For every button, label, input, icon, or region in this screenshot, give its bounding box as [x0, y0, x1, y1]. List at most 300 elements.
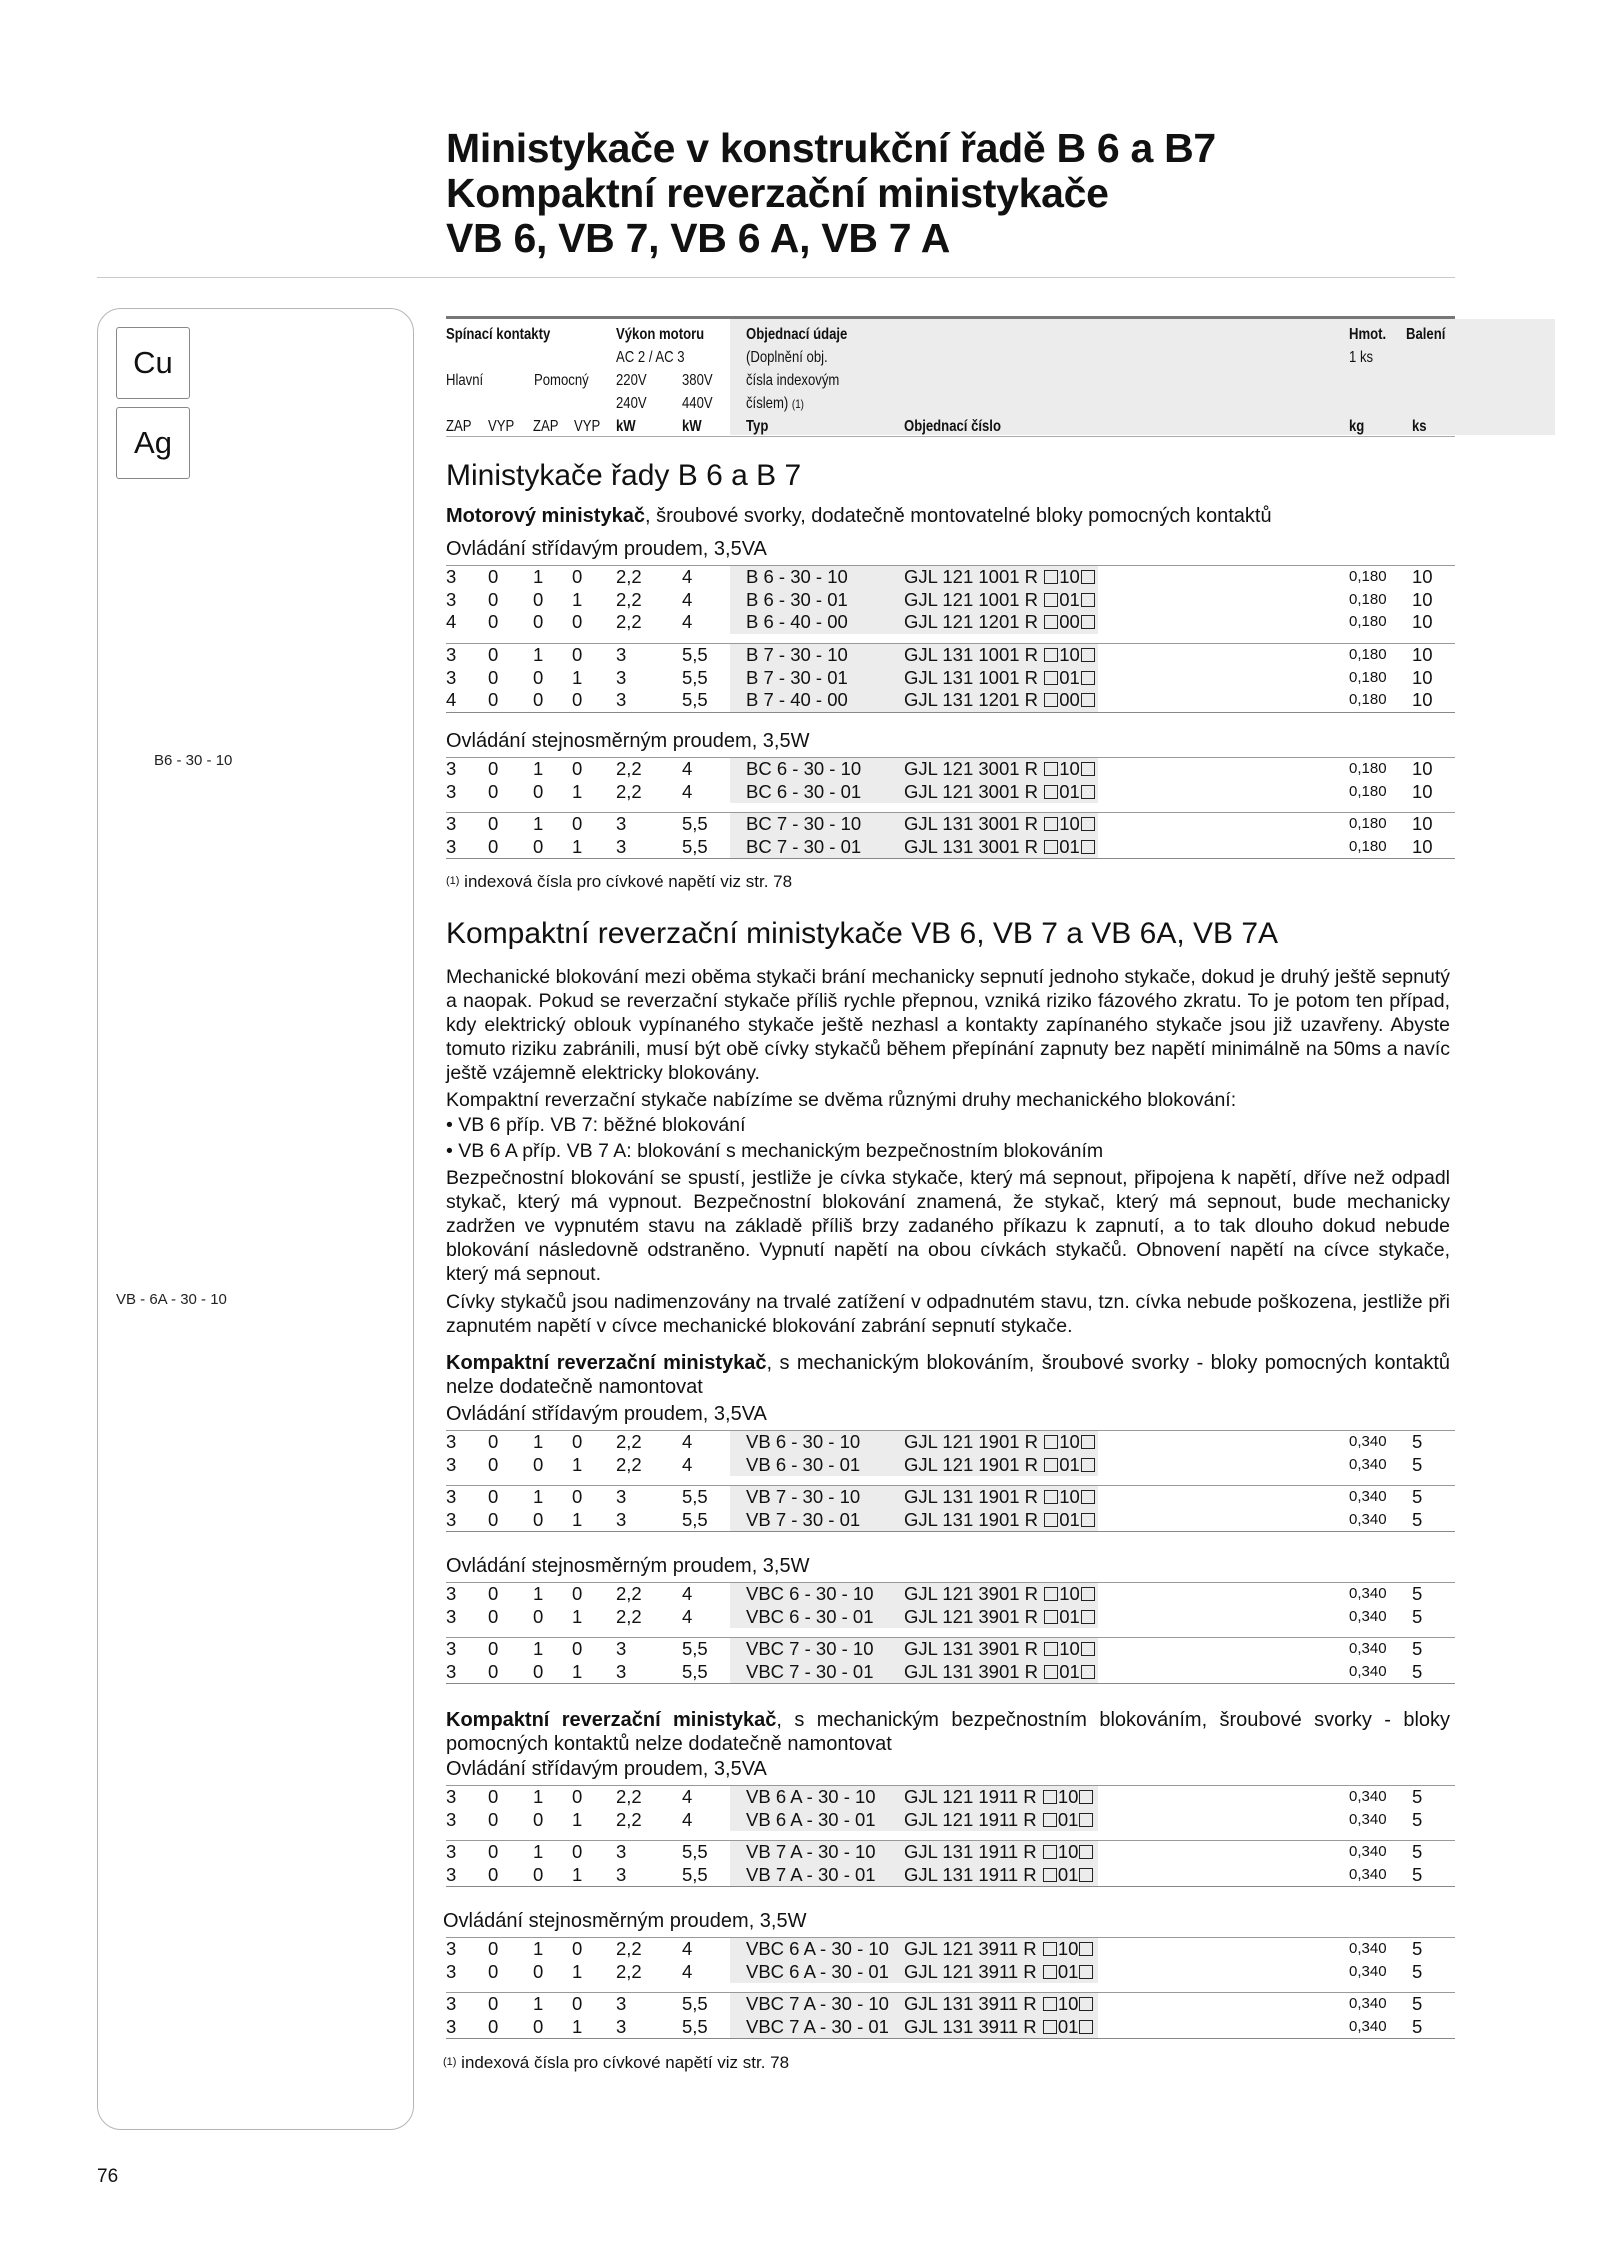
cell-main-zap: 3 [446, 666, 457, 688]
cell-type: B 7 - 40 - 00 [746, 689, 848, 710]
cell-weight: 0,340 [1349, 1510, 1387, 1528]
cell-main-zap: 3 [446, 1786, 457, 1807]
cell-aux-zap: 0 [533, 1660, 544, 1682]
cell-main-vyp: 0 [488, 1863, 499, 1885]
cell-order-number [904, 667, 1096, 690]
header-vyp-aux: VYP [574, 418, 601, 435]
cell-aux-vyp: 0 [572, 611, 583, 632]
cell-main-vyp: 0 [488, 1486, 499, 1507]
cell-main-vyp: 0 [488, 1508, 499, 1530]
cell-power-380v: 5,5 [682, 813, 708, 834]
cell-type: VBC 7 A - 30 - 01 [746, 2015, 889, 2037]
order-number-index: 10 [1057, 1938, 1079, 1959]
order-number-index: 10 [1059, 813, 1080, 834]
title-line: Ministykače v konstrukční řadě B 6 a B7 [446, 125, 1216, 171]
table-row [446, 689, 1455, 712]
order-number-base: GJL 121 1911 R [904, 1786, 1037, 1807]
index-placeholder-box [1081, 1490, 1095, 1504]
order-number-base: GJL 131 3911 R [904, 2015, 1037, 2037]
ac-control-label: Ovládání střídavým proudem, 3,5VA [446, 538, 767, 560]
cell-main-zap: 3 [446, 1841, 457, 1862]
footnote: $^{(1)}$ indexová čísla pro cívkové napětí viz str. 78 [443, 2053, 790, 2072]
cell-weight: 0,340 [1349, 1962, 1387, 1980]
cell-power-380v: 5,5 [682, 1638, 708, 1659]
cell-type: VB 7 - 30 - 01 [746, 1508, 861, 1530]
header-baleni: Balení [1406, 326, 1446, 343]
cell-power-220v: 3 [616, 835, 627, 857]
cell-power-380v: 5,5 [682, 2015, 708, 2037]
index-placeholder-box [1081, 671, 1095, 685]
cell-type: VBC 6 A - 30 - 10 [746, 1938, 889, 1959]
cell-aux-vyp: 1 [572, 1863, 583, 1885]
header-kg: kg [1349, 418, 1365, 435]
header-zap-aux: ZAP [533, 418, 559, 435]
cell-weight: 0,340 [1349, 1865, 1387, 1883]
table-row [446, 2016, 1455, 2039]
product-table-group [446, 1582, 1455, 1628]
cell-order-number [904, 1809, 1094, 1832]
index-placeholder-box [1044, 840, 1058, 854]
index-placeholder-box [1079, 1790, 1093, 1804]
header-objednaci-cislo: Objednací číslo [904, 418, 1001, 435]
index-placeholder-box [1081, 1610, 1095, 1624]
cell-aux-vyp: 1 [572, 1660, 583, 1682]
index-placeholder-box [1044, 648, 1058, 662]
index-placeholder-box [1044, 785, 1058, 799]
order-number-base: GJL 121 1911 R [904, 1808, 1037, 1830]
cell-aux-zap: 1 [533, 566, 544, 587]
page-title [446, 126, 1216, 261]
order-number-base: GJL 131 3911 R [904, 1993, 1037, 2014]
cell-power-220v: 2,2 [616, 566, 642, 587]
index-placeholder-box [1079, 1997, 1093, 2011]
product-table-group [446, 643, 1455, 713]
cell-type: BC 6 - 30 - 10 [746, 758, 862, 779]
cell-type: VBC 6 A - 30 - 01 [746, 1960, 889, 1982]
cell-type: B 6 - 30 - 01 [746, 588, 848, 610]
cell-pack-qty: 10 [1412, 588, 1433, 610]
cell-order-number [904, 1864, 1094, 1887]
cell-power-380v: 5,5 [682, 835, 708, 857]
order-number-index: 01 [1057, 1863, 1079, 1885]
table-row [446, 781, 1455, 804]
cell-type: VB 7 - 30 - 10 [746, 1486, 861, 1507]
index-placeholder-box [1043, 1965, 1057, 1979]
cell-aux-vyp: 1 [572, 588, 583, 610]
table-row [446, 644, 1455, 667]
cell-pack-qty: 10 [1412, 644, 1433, 665]
product-table-group [446, 812, 1455, 859]
table-row [446, 1661, 1455, 1684]
table-row [446, 1454, 1455, 1477]
cell-aux-vyp: 1 [572, 1605, 583, 1627]
cell-aux-zap: 1 [533, 1431, 544, 1452]
cell-power-220v: 2,2 [616, 588, 642, 610]
cell-power-220v: 3 [616, 813, 627, 834]
cell-aux-zap: 1 [533, 1786, 544, 1807]
cell-order-number [904, 566, 1096, 589]
cell-main-zap: 3 [446, 644, 457, 665]
index-placeholder-box [1081, 1458, 1095, 1472]
cell-aux-zap: 1 [533, 1486, 544, 1507]
order-number-index: 10 [1059, 1486, 1080, 1507]
order-number-index: 00 [1059, 611, 1080, 632]
table-row [446, 1486, 1455, 1509]
sidebar-frame [97, 308, 414, 2130]
cell-aux-vyp: 0 [572, 1431, 583, 1452]
table-row [446, 1809, 1455, 1832]
cell-main-vyp: 0 [488, 644, 499, 665]
cell-power-220v: 3 [616, 2015, 627, 2037]
cell-power-220v: 2,2 [616, 1960, 642, 1982]
index-placeholder-box [1044, 1610, 1058, 1624]
table-row [446, 566, 1455, 589]
cell-main-vyp: 0 [488, 1841, 499, 1862]
order-number-base: GJL 131 1911 R [904, 1863, 1037, 1885]
order-number-base: GJL 131 1001 R [904, 666, 1039, 688]
cell-main-vyp: 0 [488, 566, 499, 587]
order-number-index: 01 [1059, 1453, 1080, 1475]
cell-aux-zap: 0 [533, 689, 544, 710]
cell-power-380v: 5,5 [682, 1841, 708, 1862]
cell-aux-vyp: 0 [572, 1841, 583, 1862]
table-row [446, 1431, 1455, 1454]
index-placeholder-box [1044, 570, 1058, 584]
cell-main-zap: 3 [446, 1863, 457, 1885]
cell-power-220v: 3 [616, 1993, 627, 2014]
cell-order-number [904, 781, 1096, 804]
cell-weight: 0,340 [1349, 2017, 1387, 2035]
order-number-base: GJL 131 1901 R [904, 1486, 1039, 1507]
table-row [446, 1509, 1455, 1532]
order-number-base: GJL 121 3901 R [904, 1605, 1039, 1627]
cell-weight: 0,340 [1349, 1640, 1387, 1657]
index-placeholder-box [1044, 671, 1058, 685]
index-placeholder-box [1043, 1868, 1057, 1882]
index-placeholder-box [1044, 1513, 1058, 1527]
cell-order-number [904, 611, 1096, 634]
header-ks: ks [1412, 418, 1427, 435]
order-number-index: 10 [1057, 1993, 1079, 2014]
order-number-base: GJL 121 1001 R [904, 588, 1039, 610]
cell-order-number [904, 1486, 1096, 1509]
cell-type: B 7 - 30 - 10 [746, 644, 848, 665]
order-number-index: 10 [1059, 1431, 1080, 1452]
product-table-group [446, 1430, 1455, 1476]
cell-main-zap: 3 [446, 588, 457, 610]
order-number-base: GJL 131 3901 R [904, 1660, 1039, 1682]
order-number-base: GJL 121 1201 R [904, 611, 1039, 632]
product-table-group [446, 1937, 1455, 1983]
index-placeholder-box [1081, 593, 1095, 607]
cell-pack-qty: 5 [1412, 1486, 1423, 1507]
order-number-base: GJL 121 3901 R [904, 1583, 1039, 1604]
cell-weight: 0,180 [1349, 590, 1387, 608]
index-placeholder-box [1044, 1490, 1058, 1504]
ac-control-label: Ovládání střídavým proudem, 3,5VA [446, 1758, 767, 1780]
cell-aux-vyp: 0 [572, 813, 583, 834]
cell-order-number [904, 1841, 1094, 1864]
header-1ks: 1 ks [1349, 349, 1374, 366]
order-number-index: 01 [1059, 780, 1080, 802]
cell-weight: 0,340 [1349, 1662, 1387, 1680]
index-placeholder-box [1043, 1813, 1057, 1827]
cell-pack-qty: 10 [1412, 566, 1433, 587]
cell-weight: 0,180 [1349, 646, 1387, 663]
cell-main-zap: 3 [446, 566, 457, 587]
cell-weight: 0,340 [1349, 1995, 1387, 2012]
cell-type: VB 6 - 30 - 01 [746, 1453, 861, 1475]
index-placeholder-box [1044, 693, 1058, 707]
index-placeholder-box [1081, 1513, 1095, 1527]
cell-pack-qty: 5 [1412, 1863, 1423, 1885]
cell-aux-zap: 0 [533, 611, 544, 632]
cell-power-220v: 2,2 [616, 1808, 642, 1830]
cell-type: VB 7 A - 30 - 01 [746, 1863, 876, 1885]
cell-power-380v: 4 [682, 1808, 693, 1830]
cell-pack-qty: 5 [1412, 1938, 1423, 1959]
cell-power-380v: 4 [682, 1431, 693, 1452]
index-placeholder-box [1081, 1435, 1095, 1449]
table-row [446, 813, 1455, 836]
index-placeholder-box [1044, 817, 1058, 831]
cell-aux-vyp: 0 [572, 566, 583, 587]
cell-weight: 0,340 [1349, 1433, 1387, 1450]
header-doplneni-1: (Doplnění obj. [746, 349, 828, 366]
cell-order-number [904, 836, 1096, 859]
cell-type: B 6 - 40 - 00 [746, 611, 848, 632]
cell-aux-zap: 0 [533, 1453, 544, 1475]
cell-order-number [904, 758, 1096, 781]
section-heading-reversing: Kompaktní reverzační ministykače VB 6, VB 7 a VB 6A, VB 7A [446, 917, 1279, 950]
header-240v: 240V [616, 395, 647, 412]
cell-pack-qty: 10 [1412, 758, 1433, 779]
cell-aux-vyp: 1 [572, 2015, 583, 2037]
header-vykon: Výkon motoru [616, 326, 705, 343]
cell-weight: 0,340 [1349, 1788, 1387, 1805]
order-number-base: GJL 131 1201 R [904, 689, 1039, 710]
cell-pack-qty: 10 [1412, 780, 1433, 802]
cell-aux-zap: 0 [533, 588, 544, 610]
cell-aux-zap: 1 [533, 1638, 544, 1659]
cell-order-number [904, 1606, 1096, 1629]
order-number-index: 10 [1059, 1638, 1080, 1659]
cell-aux-vyp: 1 [572, 1453, 583, 1475]
cell-power-220v: 3 [616, 1863, 627, 1885]
order-number-base: GJL 131 3901 R [904, 1638, 1039, 1659]
cell-main-vyp: 0 [488, 666, 499, 688]
order-number-base: GJL 121 3911 R [904, 1938, 1037, 1959]
cell-pack-qty: 5 [1412, 1453, 1423, 1475]
order-number-base: GJL 131 1901 R [904, 1508, 1039, 1530]
cell-aux-vyp: 0 [572, 644, 583, 665]
cell-main-vyp: 0 [488, 1453, 499, 1475]
order-number-index: 01 [1059, 1605, 1080, 1627]
cell-power-380v: 4 [682, 780, 693, 802]
cell-main-vyp: 0 [488, 1808, 499, 1830]
cell-aux-zap: 0 [533, 2015, 544, 2037]
cell-main-zap: 3 [446, 813, 457, 834]
table-row [446, 1938, 1455, 1961]
index-placeholder-box [1081, 615, 1095, 629]
order-number-base: GJL 121 3001 R [904, 758, 1039, 779]
order-number-index: 01 [1059, 835, 1080, 857]
index-placeholder-box [1043, 1942, 1057, 1956]
order-number-base: GJL 121 3911 R [904, 1960, 1037, 1982]
index-placeholder-box [1043, 1790, 1057, 1804]
cell-order-number [904, 1938, 1094, 1961]
order-number-index: 10 [1059, 644, 1080, 665]
cell-weight: 0,340 [1349, 1940, 1387, 1957]
cell-main-zap: 4 [446, 689, 457, 710]
cell-pack-qty: 10 [1412, 689, 1433, 710]
cell-pack-qty: 5 [1412, 1583, 1423, 1604]
dc-control-label: Ovládání stejnosměrným proudem, 3,5W [446, 730, 810, 752]
cell-aux-vyp: 1 [572, 1960, 583, 1982]
cell-weight: 0,180 [1349, 837, 1387, 855]
cell-power-220v: 3 [616, 1660, 627, 1682]
header-zap: ZAP [446, 418, 472, 435]
cell-main-vyp: 0 [488, 835, 499, 857]
cell-pack-qty: 5 [1412, 1431, 1423, 1452]
order-number-index: 00 [1059, 689, 1080, 710]
cell-power-380v: 4 [682, 588, 693, 610]
index-placeholder-box [1044, 1587, 1058, 1601]
cell-type: VBC 7 - 30 - 01 [746, 1660, 874, 1682]
order-number-index: 01 [1059, 666, 1080, 688]
cell-pack-qty: 5 [1412, 1786, 1423, 1807]
cell-order-number [904, 1583, 1096, 1606]
cell-power-220v: 3 [616, 689, 627, 710]
cell-power-220v: 3 [616, 1841, 627, 1862]
index-placeholder-box [1044, 1458, 1058, 1472]
order-number-base: GJL 121 1001 R [904, 566, 1039, 587]
cell-main-vyp: 0 [488, 1660, 499, 1682]
cell-aux-vyp: 1 [572, 1808, 583, 1830]
header-380v: 380V [682, 372, 713, 389]
cell-weight: 0,180 [1349, 760, 1387, 777]
index-placeholder-box [1079, 1868, 1093, 1882]
cell-main-vyp: 0 [488, 1605, 499, 1627]
cell-weight: 0,180 [1349, 668, 1387, 686]
cell-main-zap: 3 [446, 1605, 457, 1627]
header-hmot: Hmot. [1349, 326, 1387, 343]
cell-pack-qty: 5 [1412, 1960, 1423, 1982]
cell-power-380v: 4 [682, 611, 693, 632]
order-number-base: GJL 121 1901 R [904, 1453, 1039, 1475]
order-number-index: 01 [1059, 1508, 1080, 1530]
index-placeholder-box [1079, 2020, 1093, 2034]
cell-main-zap: 3 [446, 1453, 457, 1475]
cell-order-number [904, 1454, 1096, 1477]
cell-power-220v: 2,2 [616, 780, 642, 802]
cell-pack-qty: 10 [1412, 611, 1433, 632]
index-placeholder-box [1081, 817, 1095, 831]
cell-aux-zap: 1 [533, 1841, 544, 1862]
table-row [446, 1961, 1455, 1984]
cell-order-number [904, 1786, 1094, 1809]
cell-type: VBC 7 - 30 - 10 [746, 1638, 874, 1659]
product-table-group [446, 1992, 1455, 2039]
cell-main-vyp: 0 [488, 588, 499, 610]
cell-power-220v: 2,2 [616, 1938, 642, 1959]
cell-weight: 0,180 [1349, 568, 1387, 585]
cell-pack-qty: 5 [1412, 2015, 1423, 2037]
title-line: VB 6, VB 7, VB 6 A, VB 7 A [446, 215, 951, 261]
table-row [446, 1786, 1455, 1809]
footnote: $^{(1)}$ indexová čísla pro cívkové napětí viz str. 78 [446, 872, 793, 891]
header-pomocny: Pomocný [534, 372, 589, 389]
cell-weight: 0,180 [1349, 691, 1387, 708]
table-row [446, 758, 1455, 781]
index-placeholder-box [1044, 615, 1058, 629]
cell-main-zap: 3 [446, 2015, 457, 2037]
cell-aux-vyp: 0 [572, 1638, 583, 1659]
cell-type: VB 7 A - 30 - 10 [746, 1841, 876, 1862]
cell-power-220v: 3 [616, 644, 627, 665]
cell-order-number [904, 1961, 1094, 1984]
cell-type: VBC 6 - 30 - 01 [746, 1605, 874, 1627]
cell-main-vyp: 0 [488, 1786, 499, 1807]
order-number-base: GJL 131 3001 R [904, 835, 1039, 857]
paragraph-mechanical-interlock: Mechanické blokování mezi oběma stykači brání mechanicky sepnutí jednoho stykače, dokud je druhý ještě sepnutý a naopak. Pokud se reverzační stykače příliš rychle přepnou, vzniká riziko fázového zkratu. To je potom ten případ, kdy elektrický oblouk vypínaného stykače ještě nezhasl a kontakty zapínaného stykače jsou již uzavřeny. Abyste tomuto riziku zabránili, musí být obě cívky stykačů během přepínání zapnuty bez napětí minimálně na 50ms a navíc ještě vzájemně elektricky blokovány. [446, 966, 1450, 1084]
cell-main-zap: 3 [446, 1638, 457, 1659]
cell-power-380v: 5,5 [682, 1863, 708, 1885]
cell-aux-zap: 0 [533, 1808, 544, 1830]
cell-pack-qty: 5 [1412, 1638, 1423, 1659]
cell-aux-vyp: 1 [572, 780, 583, 802]
cell-weight: 0,340 [1349, 1585, 1387, 1602]
order-number-index: 01 [1059, 588, 1080, 610]
cell-type: BC 7 - 30 - 01 [746, 835, 862, 857]
ac-control-label: Ovládání střídavým proudem, 3,5VA [446, 1403, 767, 1425]
cell-aux-zap: 1 [533, 1938, 544, 1959]
cell-order-number [904, 813, 1096, 836]
cell-type: VB 6 A - 30 - 10 [746, 1786, 876, 1807]
cell-main-vyp: 0 [488, 780, 499, 802]
title-line: Kompaktní reverzační ministykače [446, 170, 1109, 216]
table-row [446, 836, 1455, 859]
header-220v: 220V [616, 372, 647, 389]
page-number: 76 [97, 2166, 119, 2187]
cell-power-380v: 4 [682, 1960, 693, 1982]
order-number-index: 10 [1059, 566, 1080, 587]
cell-main-vyp: 0 [488, 813, 499, 834]
index-placeholder-box [1043, 1845, 1057, 1859]
cell-order-number [904, 2016, 1094, 2039]
image-caption-vb6a: VB - 6A - 30 - 10 [116, 1291, 227, 1308]
cell-type: VB 6 - 30 - 10 [746, 1431, 861, 1452]
product-table-group [446, 1637, 1455, 1684]
cell-aux-vyp: 0 [572, 1583, 583, 1604]
index-placeholder-box [1044, 1642, 1058, 1656]
cell-power-380v: 5,5 [682, 1660, 708, 1682]
dc-control-label: Ovládání stejnosměrným proudem, 3,5W [443, 1910, 807, 1932]
index-placeholder-box [1081, 648, 1095, 662]
header-doplneni-3: číslem) (1) [746, 395, 804, 412]
cell-order-number [904, 689, 1096, 712]
cell-main-vyp: 0 [488, 1583, 499, 1604]
material-badge-cu: Cu [116, 327, 190, 399]
order-number-base: GJL 131 3001 R [904, 813, 1039, 834]
header-hlavni: Hlavní [446, 372, 484, 389]
cell-main-zap: 3 [446, 1808, 457, 1830]
cell-pack-qty: 5 [1412, 1605, 1423, 1627]
index-placeholder-box [1081, 840, 1095, 854]
header-440v: 440V [682, 395, 713, 412]
product-table-group [446, 565, 1455, 634]
cell-aux-vyp: 1 [572, 835, 583, 857]
